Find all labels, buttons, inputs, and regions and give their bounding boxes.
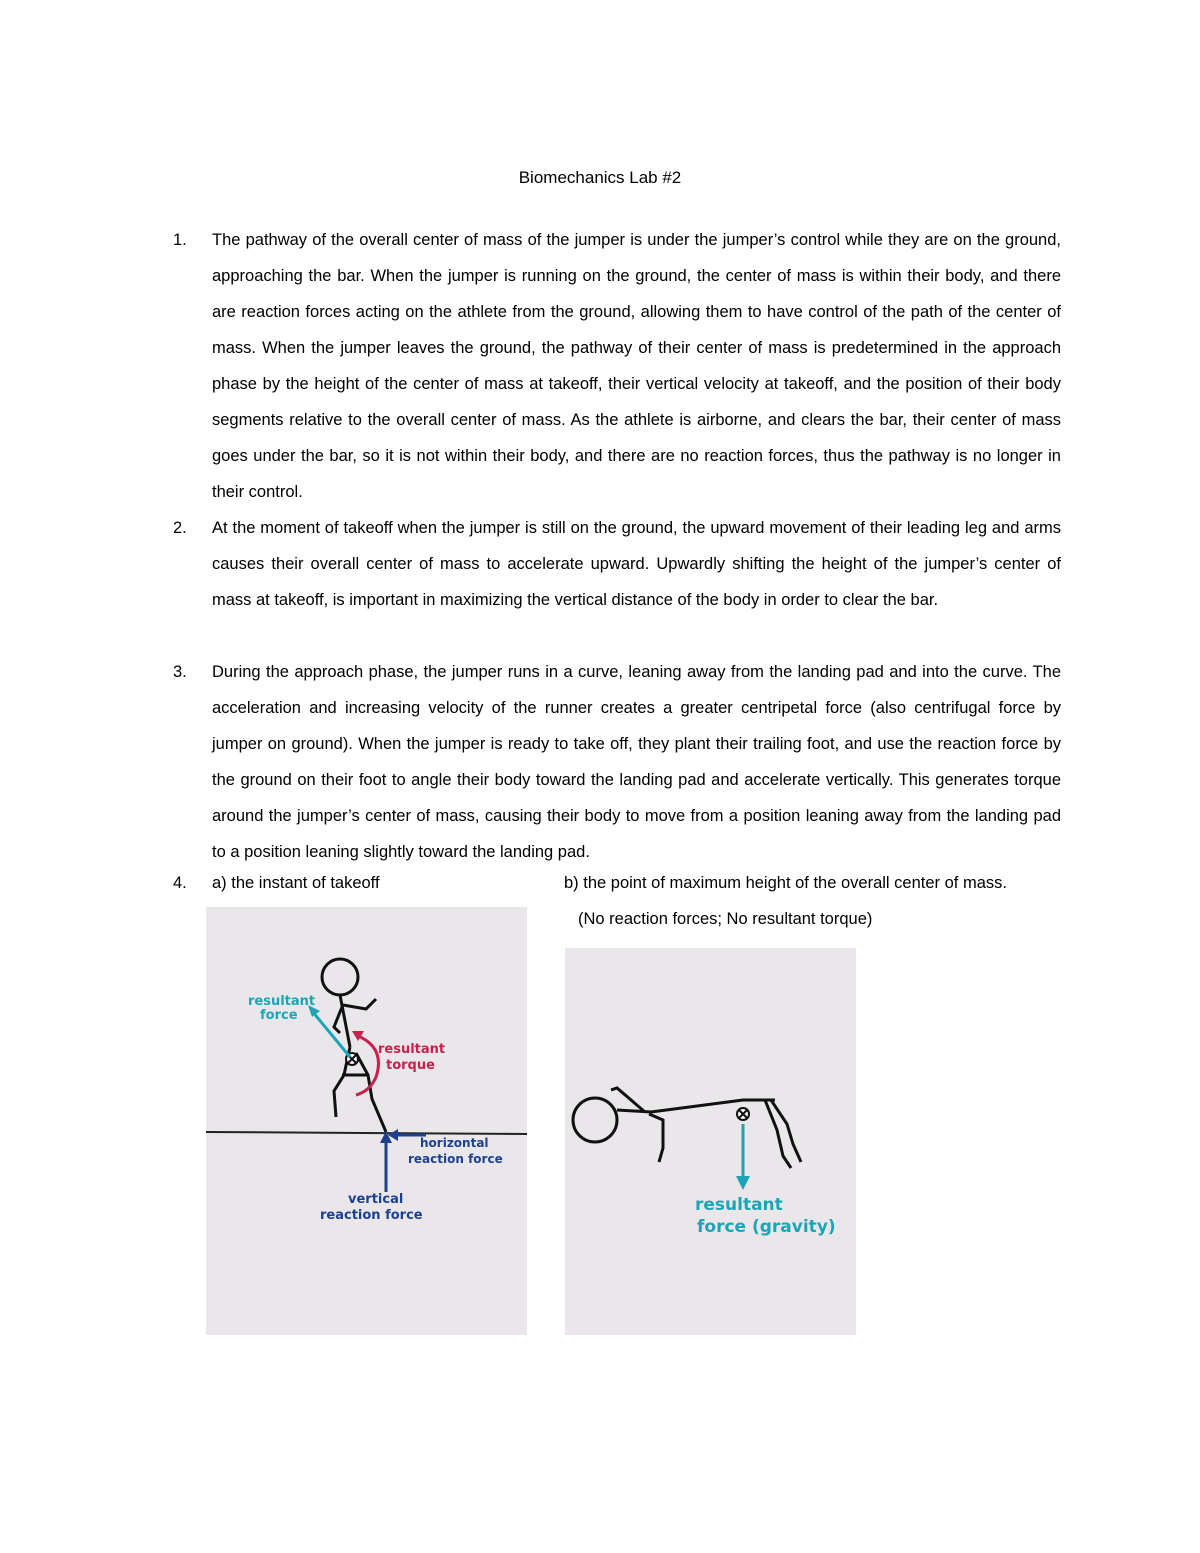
gravity-label-2: force (gravity)	[697, 1217, 836, 1237]
takeoff-photo	[206, 907, 527, 1335]
page-title: Biomechanics Lab #2	[518, 168, 682, 187]
item-number: 4.	[173, 874, 187, 892]
part-b-note: (No reaction forces; No resultant torque)	[578, 910, 873, 928]
vertical-reaction-label-1: vertical	[348, 1192, 404, 1207]
resultant-force-label-2: force	[260, 1008, 298, 1023]
horizontal-reaction-label-1: horizontal	[420, 1136, 489, 1150]
ground-line	[206, 1132, 527, 1134]
stick-figure-arm-1	[611, 1088, 645, 1112]
part-b-caption: b) the point of maximum height of the overall center of mass.	[564, 874, 1007, 892]
stick-figure-right-arm	[343, 999, 376, 1009]
stick-figure-left-arm	[334, 1007, 342, 1033]
item-text: The pathway of the overall center of mass of the jumper is under the jumper’s control while they are on the ground, approaching the bar. When the jumper is running on the ground, the center of mass is within their body, and there are reaction forces acting on the athlete from the ground, allowing them to have control of the path of the center of mass. When the jumper leaves the ground, the pathway of their center of mass is predetermined in the approach phase by the height of the center of mass at takeoff, their vertical velocity at takeoff, and the position of their body segments relative to the overall center of mass. As the athlete is airborne, and clears the bar, their center of mass goes under the bar, so it is not within their body, and there are no reaction forces, thus the pathway is no longer in their control.	[212, 231, 1061, 501]
resultant-torque-arc	[356, 1035, 379, 1095]
item-number: 3.	[173, 663, 187, 681]
stick-figure-torso	[340, 995, 350, 1047]
vertical-reaction-label-2: reaction force	[320, 1208, 423, 1223]
item-number: 2.	[173, 519, 187, 537]
part-a-caption: a) the instant of takeoff	[212, 874, 380, 892]
max-height-drawing	[565, 948, 856, 1335]
stick-figure-leg-1	[771, 1100, 801, 1162]
item-text: At the moment of takeoff when the jumper is still on the ground, the upward movement of their leading leg and arms causes their overall center of mass to accelerate upward. Upwardly shifting the height of the jumper’s center of mass at takeoff, is important in maximizing the vertical distance of the body in order to clear the bar.	[212, 519, 1061, 609]
resultant-force-label-1: resultant	[248, 994, 316, 1009]
item-number: 1.	[173, 231, 187, 249]
horizontal-reaction-label-2: reaction force	[408, 1152, 503, 1166]
takeoff-drawing	[206, 907, 527, 1335]
resultant-torque-label-1: resultant	[378, 1042, 446, 1057]
stick-figure-arm-2	[649, 1114, 663, 1162]
resultant-torque-label-2: torque	[386, 1058, 435, 1073]
max-height-photo	[565, 948, 856, 1335]
item-text: During the approach phase, the jumper runs in a curve, leaning away from the landing pad and into the curve. The acceleration and increasing velocity of the runner creates a greater centripetal force (also centrifugal force by jumper on ground). When the jumper is ready to take off, they plant their trailing foot, and use the reaction force by the ground on their foot to angle their body toward the landing pad and accelerate vertically. This generates torque around the jumper’s center of mass, causing their body to move from a position leaning away from the landing pad to a position leaning slightly toward the landing pad.	[212, 663, 1061, 861]
stick-figure-head	[573, 1098, 617, 1142]
stick-figure-head	[322, 959, 358, 995]
gravity-label-1: resultant	[695, 1195, 783, 1215]
